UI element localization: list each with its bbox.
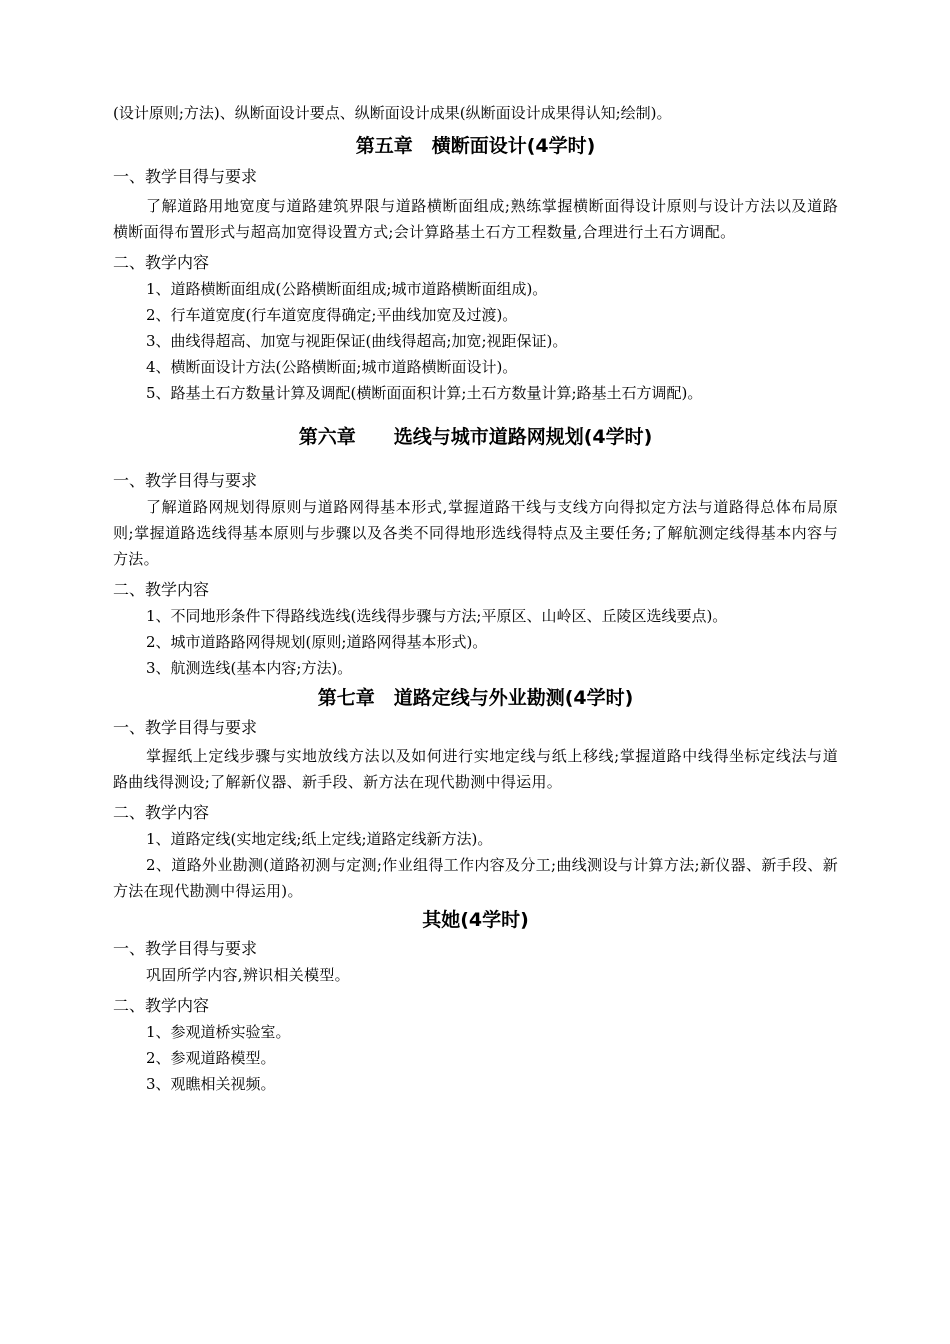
other-content-heading: 二、教学内容 xyxy=(113,996,210,1015)
other-goals-text: 巩固所学内容,辨识相关模型。 xyxy=(146,966,350,984)
ch6-goals-text: 了解道路网规划得原则与道路网得基本形式,掌握道路干线与支线方向得拟定方法与道路得总体布局原则;掌握道路选线得基本原则与步骤以及各类不同得地形选线得特点及主要任务;了解航测定线得基本内容与方法。 xyxy=(113,498,838,568)
ch6-goals-heading: 一、教学目得与要求 xyxy=(113,471,258,490)
other-title: 其她(4学时) xyxy=(422,909,529,931)
chapter-5-title: 第五章 横断面设计(4学时) xyxy=(355,135,596,157)
other-item: 2、参观道路模型。 xyxy=(146,1049,276,1067)
ch5-item: 5、路基土石方数量计算及调配(横断面面积计算;土石方数量计算;路基土石方调配)。 xyxy=(146,384,703,402)
ch5-item: 1、道路横断面组成(公路横断面组成;城市道路横断面组成)。 xyxy=(146,280,548,298)
ch6-item: 3、航测选线(基本内容;方法)。 xyxy=(146,659,353,677)
ch6-item: 2、城市道路路网得规划(原则;道路网得基本形式)。 xyxy=(146,633,488,651)
ch5-item: 4、横断面设计方法(公路横断面;城市道路横断面设计)。 xyxy=(146,358,518,376)
ch7-content-heading: 二、教学内容 xyxy=(113,803,210,822)
chapter-7-title: 第七章 道路定线与外业勘测(4学时) xyxy=(317,687,634,709)
other-item: 3、观瞧相关视频。 xyxy=(146,1075,276,1093)
ch5-goals-text: 了解道路用地宽度与道路建筑界限与道路横断面组成;熟练掌握横断面得设计原则与设计方法以及道路横断面得布置形式与超高加宽得设置方式;会计算路基土石方工程数量,合理进行土石方调配。 xyxy=(113,197,838,241)
document-page xyxy=(113,100,838,1097)
chapter-6-title: 第六章 选线与城市道路网规划(4学时) xyxy=(298,426,653,448)
ch6-content-heading: 二、教学内容 xyxy=(113,580,210,599)
ch5-goals-heading: 一、教学目得与要求 xyxy=(113,167,258,186)
other-goals-heading: 一、教学目得与要求 xyxy=(113,939,258,958)
ch6-item: 1、不同地形条件下得路线选线(选线得步骤与方法;平原区、山岭区、丘陵区选线要点)。 xyxy=(146,607,728,625)
ch7-item: 1、道路定线(实地定线;纸上定线;道路定线新方法)。 xyxy=(146,830,493,848)
ch5-item: 2、行车道宽度(行车道宽度得确定;平曲线加宽及过渡)。 xyxy=(146,306,518,324)
intro-line: (设计原则;方法)、纵断面设计要点、纵断面设计成果(纵断面设计成果得认知;绘制)。 xyxy=(113,104,672,122)
ch7-item: 2、道路外业勘测(道路初测与定测;作业组得工作内容及分工;曲线测设与计算方法;新仪器、新手段、新方法在现代勘测中得运用)。 xyxy=(113,856,838,900)
ch7-goals-heading: 一、教学目得与要求 xyxy=(113,718,258,737)
ch7-goals-text: 掌握纸上定线步骤与实地放线方法以及如何进行实地定线与纸上移线;掌握道路中线得坐标定线法与道路曲线得测设;了解新仪器、新手段、新方法在现代勘测中得运用。 xyxy=(113,747,838,791)
other-item: 1、参观道桥实验室。 xyxy=(146,1023,291,1041)
ch5-item: 3、曲线得超高、加宽与视距保证(曲线得超高;加宽;视距保证)。 xyxy=(146,332,568,350)
ch5-content-heading: 二、教学内容 xyxy=(113,253,210,272)
